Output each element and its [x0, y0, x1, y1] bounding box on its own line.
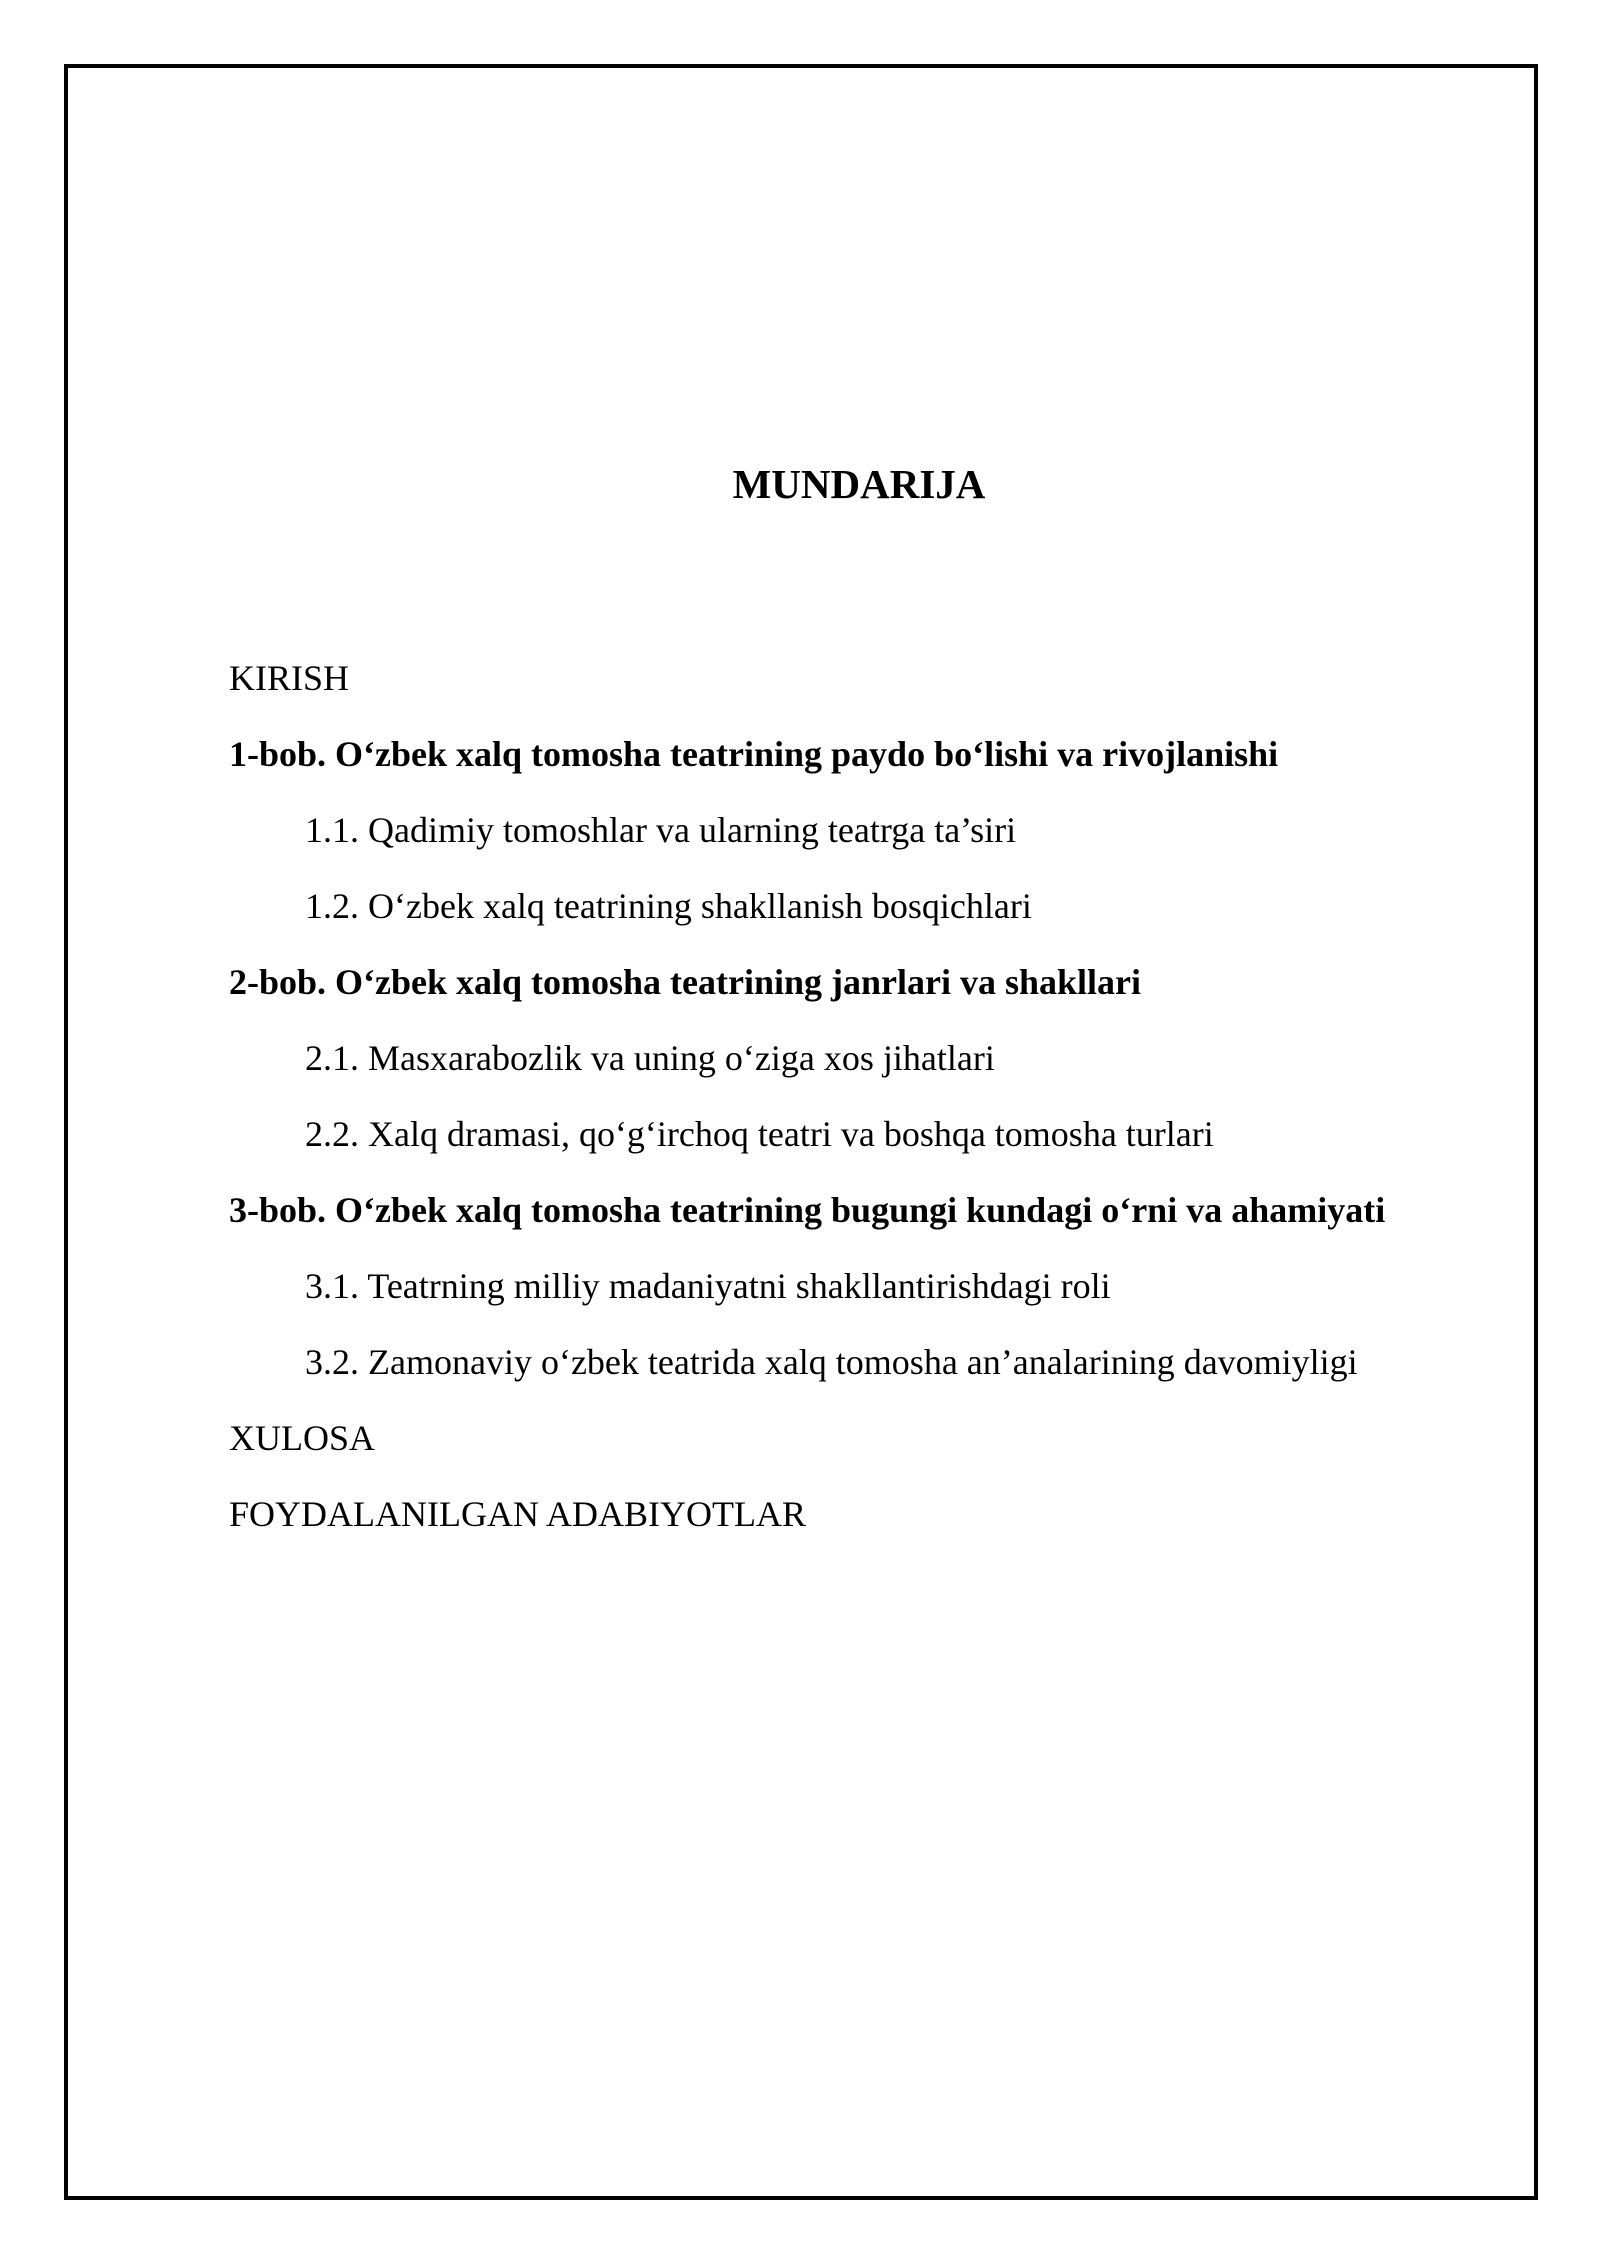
toc-section-3-2: 3.2. Zamonaviy o‘zbek teatrida xalq tomosha an’analarining davomiyligi — [305, 1342, 1358, 1382]
page-title: MUNDARIJA — [732, 461, 986, 507]
toc-chapter-2: 2-bob. O‘zbek xalq tomosha teatrining janrlari va shakllari — [229, 962, 1142, 1002]
toc-item-references: FOYDALANILGAN ADABIYOTLAR — [229, 1494, 806, 1534]
toc-section-2-2: 2.2. Xalq dramasi, qo‘g‘irchoq teatri va boshqa tomosha turlari — [305, 1114, 1214, 1154]
toc-item-intro: KIRISH — [229, 658, 350, 698]
table-of-contents — [229, 640, 1509, 1552]
toc-section-1-1: 1.1. Qadimiy tomoshlar va ularning teatrga ta’siri — [305, 810, 1017, 850]
toc-section-2-1: 2.1. Masxarabozlik va uning o‘ziga xos jihatlari — [305, 1038, 995, 1078]
toc-item-conclusion: XULOSA — [229, 1418, 376, 1458]
toc-section-1-2: 1.2. O‘zbek xalq teatrining shakllanish bosqichlari — [305, 886, 1032, 926]
toc-chapter-1: 1-bob. O‘zbek xalq tomosha teatrining paydo bo‘lishi va rivojlanishi — [229, 734, 1279, 774]
toc-section-3-1: 3.1. Teatrning milliy madaniyatni shakllantirishdagi roli — [305, 1266, 1111, 1306]
toc-chapter-3: 3-bob. O‘zbek xalq tomosha teatrining bugungi kundagi o‘rni va ahamiyati — [229, 1190, 1386, 1230]
